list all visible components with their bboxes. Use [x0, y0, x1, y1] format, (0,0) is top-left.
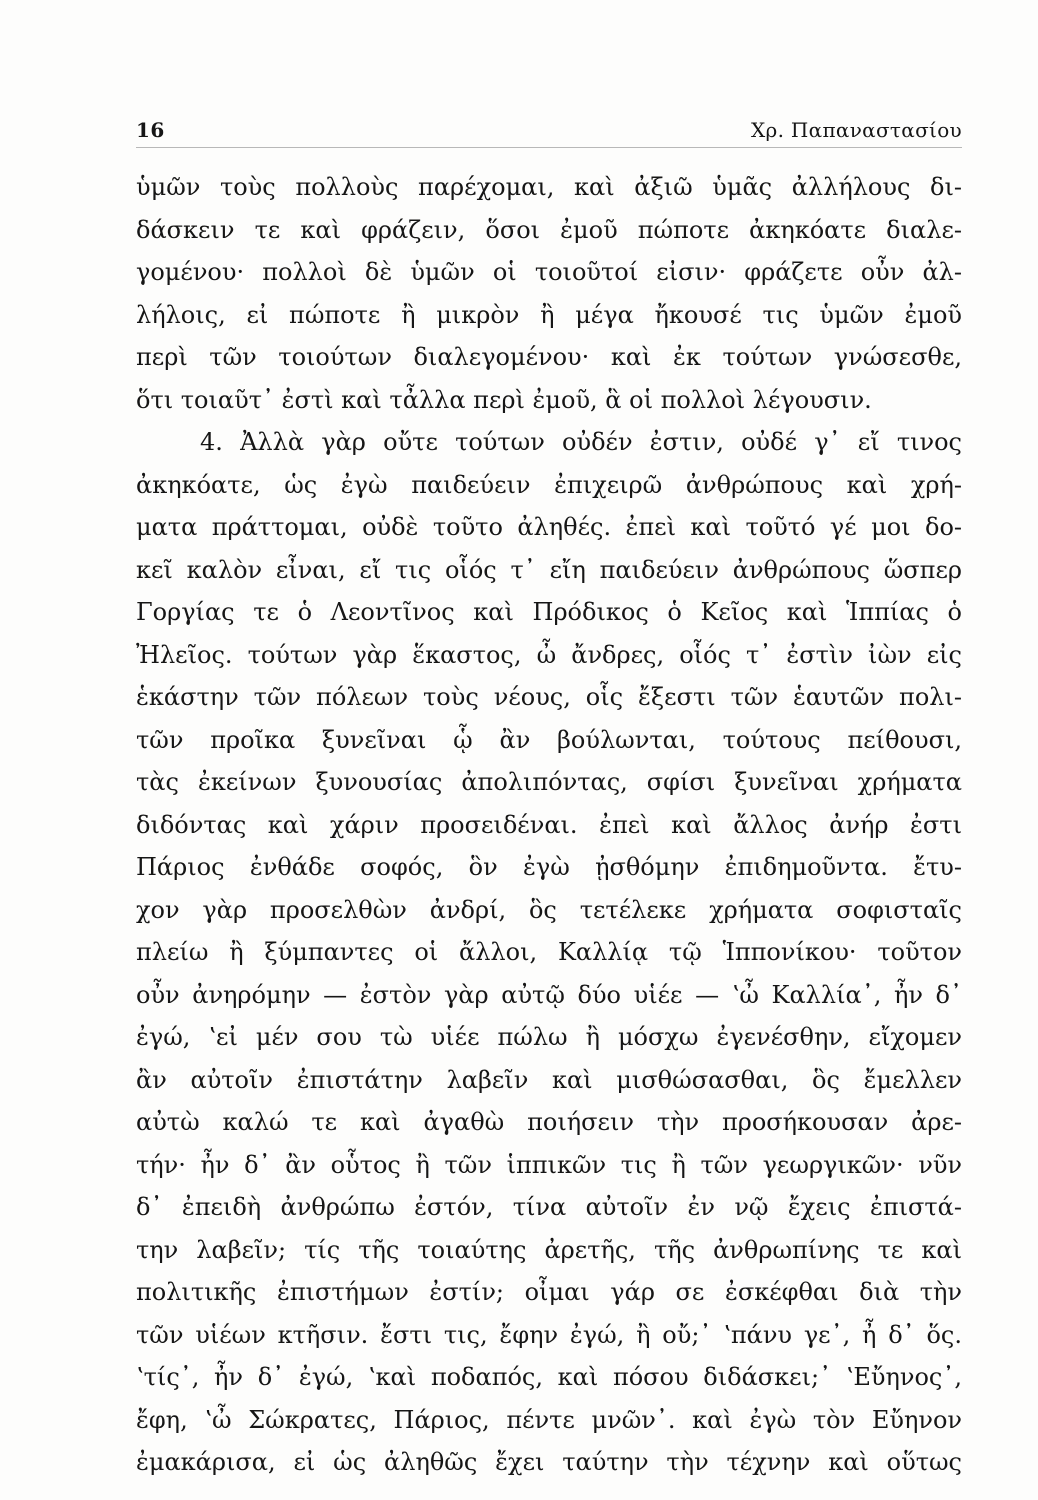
text-line: ἐγώ, ʽεἰ μέν σου τὼ υἱέε πώλω ἢ μόσχω ἐγενέσθην, εἴχομεν — [136, 1023, 962, 1051]
text-line: ʽτίς᾽, ἦν δ᾽ ἐγώ, ʽκαὶ ποδαπός, καὶ πόσου διδάσκει;᾽ ʽΕὔηνος᾽, — [136, 1363, 962, 1391]
text-line-section-4-start: 4. Ἀλλὰ γὰρ οὔτε τούτων οὐδέν ἐστιν, οὐδέ γ᾽ εἴ τινος — [200, 428, 962, 456]
text-line: ἑκάστην τῶν πόλεων τοὺς νέους, οἷς ἔξεστι τῶν ἑαυτῶν πολι- — [136, 683, 962, 711]
header-rule — [136, 147, 962, 148]
body-text — [136, 166, 962, 1484]
page-number: 16 — [136, 118, 165, 142]
text-line: οὖν ἀνηρόμην — ἐστὸν γὰρ αὐτῷ δύο υἱέε — ʽὦ Καλλία᾽, ἦν δ᾽ — [136, 980, 962, 1009]
text-line: πολιτικῆς ἐπιστήμων ἐστίν; οἶμαι γάρ σε ἐσκέφθαι διὰ τὴν — [136, 1278, 962, 1306]
text-line: ἔφη, ʽὦ Σώκρατες, Πάριος, πέντε μνῶν᾽. καὶ ἐγὼ τὸν Εὔηνον — [136, 1405, 962, 1434]
text-line: την λαβεῖν; τίς τῆς τοιαύτης ἀρετῆς, τῆς ἀνθρωπίνης τε καὶ — [136, 1235, 962, 1264]
text-line: ματα πράττομαι, οὐδὲ τοῦτο ἀληθές. ἐπεὶ καὶ τοῦτό γέ μοι δο- — [136, 513, 962, 541]
text-line: ὑμῶν τοὺς πολλοὺς παρέχομαι, καὶ ἀξιῶ ὑμᾶς ἀλλήλους δι- — [136, 173, 962, 201]
text-line: διδόντας καὶ χάριν προσειδέναι. ἐπεὶ καὶ ἄλλος ἀνήρ ἐστι — [136, 810, 962, 839]
text-line: χον γὰρ προσελθὼν ἀνδρί, ὃς τετέλεκε χρήματα σοφισταῖς — [136, 895, 962, 924]
running-head-author: Χρ. Παπαναστασίου — [751, 118, 962, 142]
text-line: κεῖ καλὸν εἶναι, εἴ τις οἷός τ᾽ εἴη παιδεύειν ἀνθρώπους ὥσπερ — [136, 555, 962, 584]
text-line: τῶν υἱέων κτῆσιν. ἔστι τις, ἔφην ἐγώ, ἢ οὔ;᾽ ʽπάνυ γε᾽, ἦ δ᾽ ὅς. — [136, 1320, 962, 1349]
text-line: τῶν προῖκα ξυνεῖναι ᾧ ἂν βούλωνται, τούτους πείθουσι, — [136, 725, 962, 754]
text-line: ὅτι τοιαῦτ᾽ ἐστὶ καὶ τἆλλα περὶ ἐμοῦ, ἃ οἱ πολλοὶ λέγουσιν. — [136, 385, 872, 414]
text-line: ἐμακάρισα, εἰ ὡς ἀληθῶς ἔχει ταύτην τὴν τέχνην καὶ οὕτως — [136, 1448, 962, 1476]
text-line: δ᾽ ἐπειδὴ ἀνθρώπω ἐστόν, τίνα αὐτοῖν ἐν νῷ ἔχεις ἐπιστά- — [136, 1193, 962, 1221]
text-line: περὶ τῶν τοιούτων διαλεγομένου· καὶ ἐκ τούτων γνώσεσθε, — [136, 343, 962, 371]
text-line: Ἠλεῖος. τούτων γὰρ ἕκαστος, ὦ ἄνδρες, οἷός τ᾽ ἐστὶν ἰὼν εἰς — [136, 640, 962, 669]
text-line: Πάριος ἐνθάδε σοφός, ὃν ἐγὼ ᾐσθόμην ἐπιδημοῦντα. ἔτυ- — [136, 853, 962, 881]
text-line: ἂν αὐτοῖν ἐπιστάτην λαβεῖν καὶ μισθώσασθαι, ὃς ἔμελλεν — [136, 1065, 962, 1094]
text-line: Γοργίας τε ὁ Λεοντῖνος καὶ Πρόδικος ὁ Κεῖος καὶ Ἱππίας ὁ — [136, 598, 962, 626]
text-line: τήν· ἦν δ᾽ ἂν οὗτος ἢ τῶν ἱππικῶν τις ἢ τῶν γεωργικῶν· νῦν — [136, 1150, 962, 1179]
page-header — [136, 118, 962, 148]
text-line: αὐτὼ καλώ τε καὶ ἀγαθὼ ποιήσειν τὴν προσήκουσαν ἀρε- — [136, 1108, 962, 1136]
text-line: ἀκηκόατε, ὡς ἐγὼ παιδεύειν ἐπιχειρῶ ἀνθρώπους καὶ χρή- — [136, 470, 962, 499]
text-line: δάσκειν τε καὶ φράζειν, ὅσοι ἐμοῦ πώποτε ἀκηκόατε διαλε- — [136, 215, 962, 244]
text-line: λήλοις, εἰ πώποτε ἢ μικρὸν ἢ μέγα ἤκουσέ τις ὑμῶν ἐμοῦ — [136, 300, 962, 329]
text-line: πλείω ἢ ξύμπαντες οἱ ἄλλοι, Καλλίᾳ τῷ Ἱππονίκου· τοῦτον — [136, 938, 962, 966]
text-line: γομένου· πολλοὶ δὲ ὑμῶν οἱ τοιοῦτοί εἰσιν· φράζετε οὖν ἀλ- — [136, 258, 962, 286]
text-line: τὰς ἐκείνων ξυνουσίας ἀπολιπόντας, σφίσι ξυνεῖναι χρήματα — [136, 768, 962, 796]
